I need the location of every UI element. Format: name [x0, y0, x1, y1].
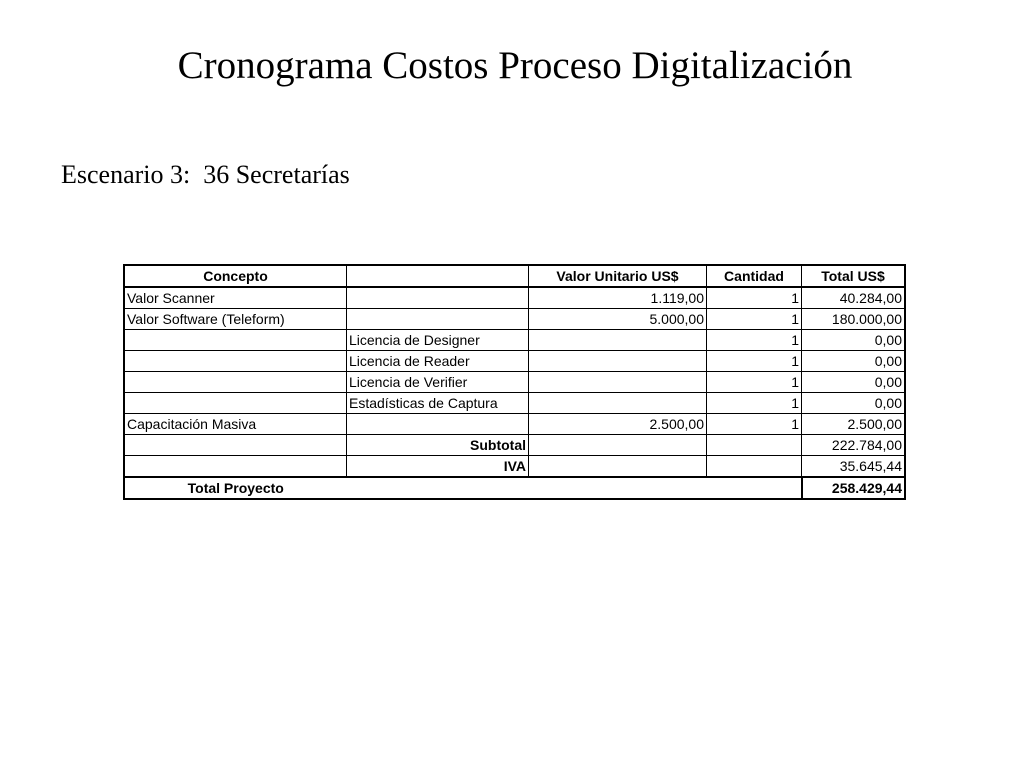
- iva-empty: [124, 456, 347, 478]
- table-row: [124, 351, 905, 372]
- header-valor-unitario: Valor Unitario US$: [529, 265, 707, 287]
- row-detail: Licencia de Designer: [347, 330, 529, 351]
- row-cantidad: 1: [707, 372, 802, 393]
- row-total: 0,00: [802, 330, 906, 351]
- table-row: [124, 287, 905, 309]
- subtotal-row: [124, 435, 905, 456]
- table-row: [124, 414, 905, 435]
- row-valor-unitario: 2.500,00: [529, 414, 707, 435]
- row-concepto: Capacitación Masiva: [124, 414, 347, 435]
- iva-empty: [707, 456, 802, 478]
- row-total: 0,00: [802, 351, 906, 372]
- header-total: Total US$: [802, 265, 906, 287]
- table-header-row: [124, 265, 905, 287]
- row-cantidad: 1: [707, 351, 802, 372]
- row-total: 40.284,00: [802, 287, 906, 309]
- row-concepto: [124, 351, 347, 372]
- iva-row: [124, 456, 905, 478]
- row-detail: [347, 309, 529, 330]
- slide-subtitle: Escenario 3: 36 Secretarías: [61, 160, 350, 189]
- row-concepto: [124, 330, 347, 351]
- row-total: 0,00: [802, 393, 906, 414]
- table-row: [124, 309, 905, 330]
- subtotal-label: Subtotal: [347, 435, 529, 456]
- row-valor-unitario: 5.000,00: [529, 309, 707, 330]
- row-concepto: [124, 393, 347, 414]
- subtotal-empty: [529, 435, 707, 456]
- subtotal-empty: [707, 435, 802, 456]
- header-cantidad: Cantidad: [707, 265, 802, 287]
- table-row: [124, 393, 905, 414]
- row-concepto: Valor Software (Teleform): [124, 309, 347, 330]
- row-concepto: [124, 372, 347, 393]
- row-valor-unitario: [529, 372, 707, 393]
- row-valor-unitario: [529, 330, 707, 351]
- row-cantidad: 1: [707, 309, 802, 330]
- header-detail: [347, 265, 529, 287]
- row-valor-unitario: 1.119,00: [529, 287, 707, 309]
- iva-empty: [529, 456, 707, 478]
- row-detail: [347, 287, 529, 309]
- iva-label: IVA: [347, 456, 529, 478]
- row-cantidad: 1: [707, 393, 802, 414]
- row-total: 0,00: [802, 372, 906, 393]
- row-cantidad: 1: [707, 330, 802, 351]
- cost-table: [123, 264, 906, 500]
- row-detail: Licencia de Verifier: [347, 372, 529, 393]
- row-valor-unitario: [529, 351, 707, 372]
- row-cantidad: 1: [707, 414, 802, 435]
- total-label: Total Proyecto: [124, 477, 347, 499]
- row-detail: Estadísticas de Captura: [347, 393, 529, 414]
- total-row: [124, 477, 905, 499]
- row-valor-unitario: [529, 393, 707, 414]
- slide-title: Cronograma Costos Proceso Digitalización: [177, 44, 853, 87]
- row-concepto: Valor Scanner: [124, 287, 347, 309]
- row-detail: Licencia de Reader: [347, 351, 529, 372]
- subtotal-value: 222.784,00: [802, 435, 906, 456]
- row-detail: [347, 414, 529, 435]
- total-spacer: [347, 477, 802, 499]
- total-value: 258.429,44: [802, 477, 906, 499]
- row-total: 2.500,00: [802, 414, 906, 435]
- table-row: [124, 330, 905, 351]
- row-total: 180.000,00: [802, 309, 906, 330]
- row-cantidad: 1: [707, 287, 802, 309]
- subtotal-empty: [124, 435, 347, 456]
- header-concepto: Concepto: [124, 265, 347, 287]
- table-row: [124, 372, 905, 393]
- iva-value: 35.645,44: [802, 456, 906, 478]
